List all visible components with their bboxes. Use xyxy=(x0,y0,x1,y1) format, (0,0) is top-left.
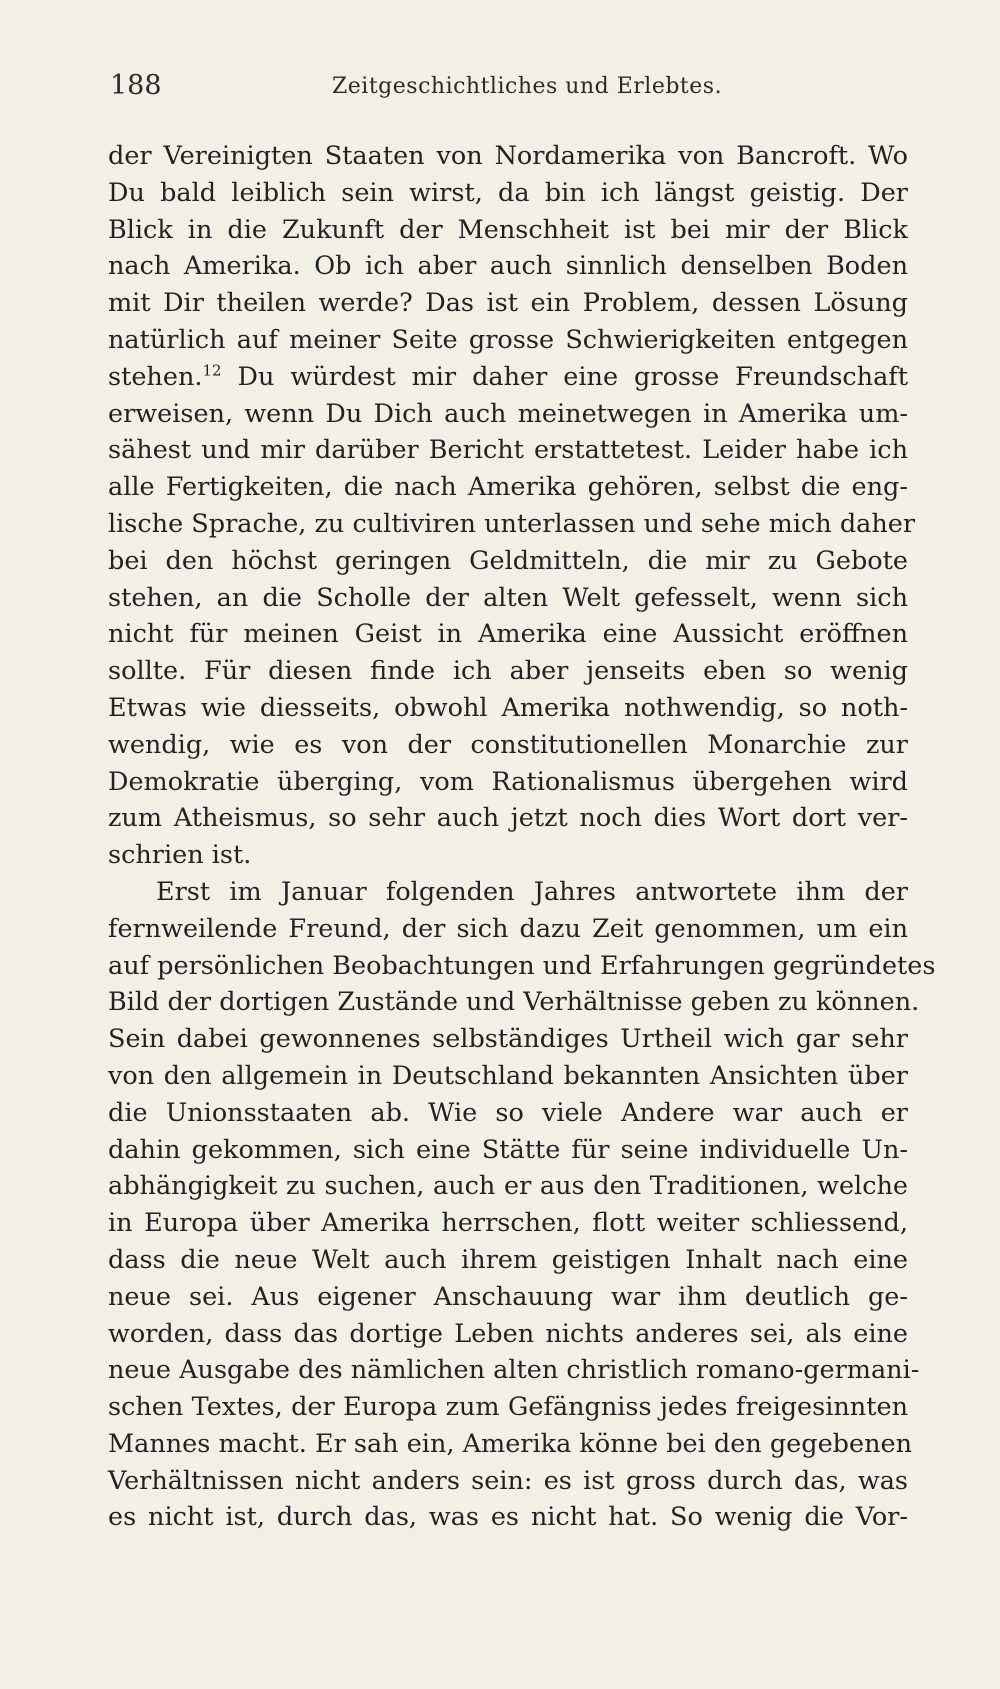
running-head: Zeitgeschichtliches und Erlebtes. xyxy=(332,74,723,99)
text-line: stehen, an die Scholle der alten Welt gefesselt, wenn sich xyxy=(108,582,908,613)
text-fragment: stehen. xyxy=(108,361,203,392)
text-line: lische Sprache, zu cultiviren unterlassen und sehe mich daher xyxy=(108,508,916,539)
text-line: abhängigkeit zu suchen, auch er aus den Traditionen, welche xyxy=(108,1171,908,1202)
text-line: Blick in die Zukunft der Menschheit ist bei mir der Blick xyxy=(108,214,908,245)
page-number: 188 xyxy=(110,70,162,101)
paragraph xyxy=(108,138,916,874)
text-line: Du bald leiblich sein wirst, da bin ich längst geistig. Der xyxy=(108,177,908,208)
text-line: der Vereinigten Staaten von Nordamerika von Bancroft. Wo xyxy=(108,141,908,171)
text-line: Erst im Januar folgenden Jahres antwortete ihm der xyxy=(156,876,908,907)
text-line: Verhältnissen nicht anders sein: es ist gross durch das, was xyxy=(108,1465,908,1496)
text-line: nach Amerika. Ob ich aber auch sinnlich denselben Boden xyxy=(108,251,908,282)
text-line: Mannes macht. Er sah ein, Amerika könne bei den gegebenen xyxy=(108,1428,913,1459)
text-line: Sein dabei gewonnenes selbständiges Urtheil wich gar sehr xyxy=(108,1024,908,1055)
text-line: worden, dass das dortige Leben nichts anderes sei, als eine xyxy=(108,1318,908,1349)
text-line: Demokratie überging, vom Rationalismus übergehen wird xyxy=(108,766,908,797)
text-line: wendig, wie es von der constitutionellen Monarchie zur xyxy=(108,729,908,760)
text-line: es nicht ist, durch das, was es nicht hat. So wenig die Vor- xyxy=(108,1502,908,1533)
text-line: Etwas wie diesseits, obwohl Amerika nothwendig, so noth- xyxy=(108,692,908,723)
text-line: in Europa über Amerika herrschen, flott weiter schliessend, xyxy=(108,1208,908,1239)
text-line: natürlich auf meiner Seite grosse Schwierigkeiten entgegen xyxy=(108,324,908,355)
page-header xyxy=(110,70,910,110)
text-line: auf persönlichen Beobachtungen und Erfahrungen gegründetes xyxy=(108,950,936,981)
text-line: von den allgemein in Deutschland bekannten Ansichten über xyxy=(108,1060,908,1091)
text-line: neue Ausgabe des nämlichen alten christlich romano-germani- xyxy=(108,1355,920,1386)
paragraph xyxy=(108,874,936,1536)
text-line: die Unionsstaaten ab. Wie so viele Andere war auch er xyxy=(108,1097,908,1128)
body-text xyxy=(108,138,936,1536)
text-line: erweisen, wenn Du Dich auch meinetwegen in Amerika um- xyxy=(108,398,908,429)
text-line: schrien ist. xyxy=(108,840,252,871)
text-line xyxy=(108,359,908,396)
text-line: fernweilende Freund, der sich dazu Zeit genommen, um ein xyxy=(108,913,908,944)
text-fragment: Du würdest mir daher eine grosse Freundschaft xyxy=(221,361,908,392)
text-line: bei den höchst geringen Geldmitteln, die mir zu Gebote xyxy=(108,545,908,576)
text-line: sollte. Für diesen finde ich aber jenseits eben so wenig xyxy=(108,656,908,687)
text-line: schen Textes, der Europa zum Gefängniss jedes freigesinnten xyxy=(108,1392,908,1423)
text-line: mit Dir theilen werde? Das ist ein Problem, dessen Lösung xyxy=(108,288,908,319)
text-line: dass die neue Welt auch ihrem geistigen Inhalt nach eine xyxy=(108,1244,908,1275)
footnote-reference: 12 xyxy=(202,361,222,380)
text-line: zum Atheismus, so sehr auch jetzt noch dies Wort dort ver- xyxy=(108,803,908,834)
text-line: nicht für meinen Geist in Amerika eine Aussicht eröffnen xyxy=(108,619,908,650)
text-line: neue sei. Aus eigener Anschauung war ihm deutlich ge- xyxy=(108,1281,908,1312)
text-line: alle Fertigkeiten, die nach Amerika gehören, selbst die eng- xyxy=(108,472,908,503)
text-line: dahin gekommen, sich eine Stätte für seine individuelle Un- xyxy=(108,1134,908,1165)
text-line: sähest und mir darüber Bericht erstattetest. Leider habe ich xyxy=(108,435,908,466)
text-line: Bild der dortigen Zustände und Verhältnisse geben zu können. xyxy=(108,987,920,1018)
